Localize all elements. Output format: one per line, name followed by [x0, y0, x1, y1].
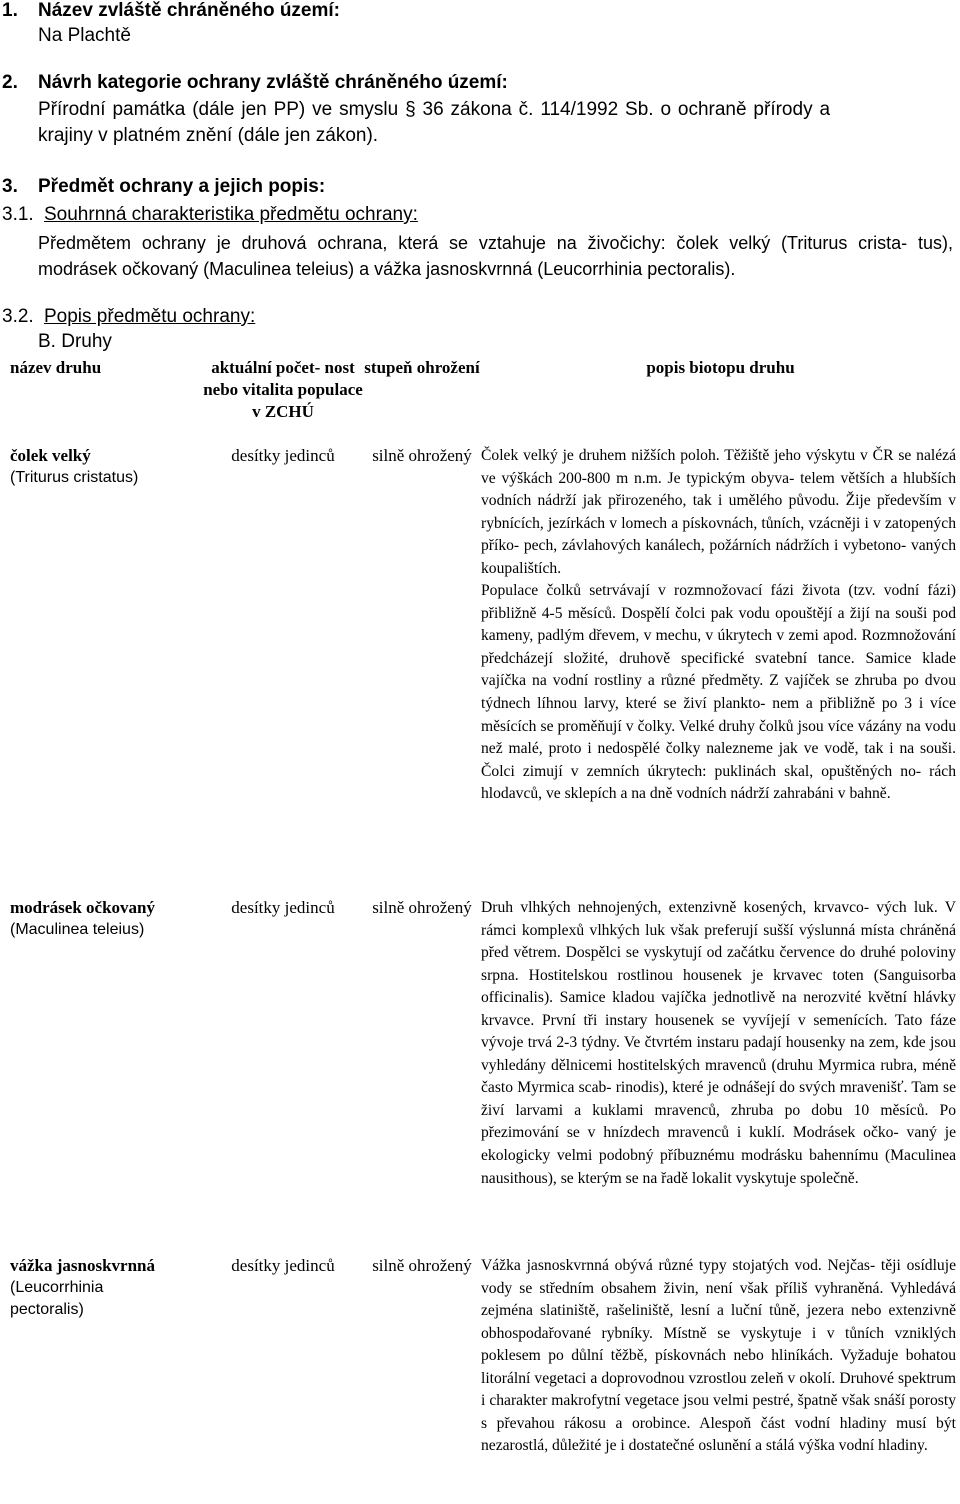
table-row	[0, 445, 960, 897]
header-threat-level: stupeň ohrožení	[364, 358, 480, 377]
species-latin-name: (Triturus cristatus)	[10, 469, 139, 486]
section-3-heading	[0, 175, 325, 199]
species-table	[0, 357, 960, 1458]
section-title: Souhrnná charakteristika předmětu ochrany:	[44, 204, 418, 225]
population-cell: desítky jedinců	[231, 898, 335, 917]
category-text-line-2: krajiny v platném znění (dále jen zákon).	[38, 125, 379, 146]
species-czech-name: modrásek očkovaný	[10, 898, 155, 917]
protection-subject-text: Předmětem ochrany je druhová ochrana, která se vztahuje na živočichy: čolek velký (Triturus crista- tus), modrásek očkovaný (Maculinea teleius) a vážka jasnoskvrnná (Leucorrhinia pectoralis).	[38, 233, 953, 279]
table-row	[0, 1255, 960, 1458]
population-cell: desítky jedinců	[231, 446, 335, 465]
threat-level-cell: silně ohrožený	[372, 1256, 472, 1275]
species-name-cell	[0, 1255, 203, 1458]
section-number: 3.2.	[2, 306, 34, 327]
section-title: Předmět ochrany a jejich popis:	[38, 176, 326, 197]
species-latin-name: (Maculinea teleius)	[10, 921, 145, 938]
section-3-1-heading	[0, 203, 418, 227]
header-population: aktuální počet- nost nebo vitalita populace v ZCHÚ	[203, 358, 363, 421]
threat-level-cell: silně ohrožený	[372, 898, 472, 917]
species-czech-name: vážka jasnoskvrnná	[10, 1256, 156, 1275]
header-species-name: název druhu	[10, 358, 102, 377]
category-text-line-1: Přírodní památka (dále jen PP) ve smyslu § 36 zákona č. 114/1992 Sb. o ochraně přírody a	[38, 99, 831, 120]
section-number: 3.	[2, 176, 18, 197]
header-biotope: popis biotopu druhu	[646, 358, 795, 377]
section-title: Popis předmětu ochrany:	[44, 306, 256, 327]
biotope-paragraph: Vážka jasnoskvrnná obývá různé typy stojatých vod. Nejčas- těji osídluje vody se středním obsahem živin, není však příliš vyhraněná. Vyhledává zejména slatiniště, rašeliniště, lesní a luční tůně, jezera nebo extenzivně obhospodařované rybníky. Místně se vyskytuje i v tůních vzniklých poklesem po důlní těžbě, pískovnách nebo hliníkách. Vyžaduje bohatou litorální vegetaci a doprovodnou vzrostlou zeleň v okolí. Druhové spektrum i charakter makrofytní vegetace jsou velmi pestré, špatně však snáší porosty s převahou rákosu a orobince. Alespoň část vodní hladiny musí být nezarostlá, důležité je i dostatečné oslunění a stálá výška vodní hladiny.	[481, 1257, 956, 1455]
species-name-cell	[0, 445, 203, 897]
biotope-description-cell	[481, 897, 960, 1255]
biotope-paragraph: Čolek velký je druhem nižších poloh. Těžiště jeho výskytu v ČR se nalézá ve výškách 200-800 m n.m. Je typickým obyva- telem větších a hlubších vodních nádrží jak přirozeného, tak i umělého původu. Žije především v rybnících, jezírkách v lomech a pískovnách, tůních, vzácněji i v zatopených příko- pech, závlahových kanálech, požárních nádržích i vybetono- vaných koupalištích.	[481, 447, 956, 577]
section-1-heading	[0, 0, 340, 23]
section-number: 2.	[2, 72, 18, 93]
table-header-row	[0, 357, 960, 445]
threat-level-cell: silně ohrožený	[372, 446, 472, 465]
section-title: Návrh kategorie ochrany zvláště chráněného území:	[38, 72, 508, 93]
biotope-paragraph: Populace čolků setrvávají v rozmnožovací fázi života (tzv. vodní fázi) přibližně 4-5 měsíců. Dospělí čolci pak vodu opouštějí a žijí na souši pod kameny, padlým dřevem, v mechu, v úkrytech v zemi apod. Rozmnožování předcházejí složité, druhově specifické svatební tance. Samice klade vajíčka na vodní rostliny a různé předměty. Z vajíček se zhruba po dvou týdnech líhnou larvy, které se živí plankto- nem a přibližně po 3 i více měsících se proměňují v čolky. Velké druhy čolků jsou více vázány na vodu než malé, proto i nedospělé čolky nalezneme jak ve vodě, tak i na souši. Čolci zimují v zemních úkrytech: puklinách skal, opuštěných no- rách hlodavců, ve sklepích a na dně vodních nádrží zahrabáni v bahně.	[481, 582, 956, 803]
species-czech-name: čolek velký	[10, 446, 91, 465]
species-name-cell	[0, 897, 203, 1255]
section-title: Název zvláště chráněného území:	[38, 0, 340, 21]
biotope-paragraph: Druh vlhkých nehnojených, extenzivně kosených, krvavco- vých luk. V rámci komplexů vlhkých luk však preferují sušší výslunná místa chráněná před větrem. Dospělci se vyskytují od začátku července do druhé poloviny srpna. Hostitelskou rostlinou housenek je krvavec toten (Sanguisorba officinalis). Samice kladou vajíčka jednotlivě na nerozvité květní hlávky krvavce. První tři instary housenek se vyvíjejí v semenících. Tato fáze vývoje trvá 2-3 týdny. Ve čtvrtém instaru padají housenky na zem, kde jsou vyhledány dělnicemi hostitelských mravenců (druhu Myrmica rubra, méně často Myrmica scab- rinodis), které je odnášejí do svých mravenišť. Tam se živí larvami a kuklami mravenců, zhruba po dobu 10 měsíců. Po přezimování se v hnízdech mravenců i kuklí. Modrásek očko- vaný je ekologicky velmi podobný příbuznému modrásku bahennímu (Maculinea nausithous), se kterým se na řadě lokalit vyskytuje společně.	[481, 899, 956, 1187]
section-number: 1.	[2, 0, 18, 21]
section-3-2-heading	[0, 305, 255, 329]
territory-name: Na Plachtě	[38, 25, 131, 46]
section-number: 3.1.	[2, 204, 34, 225]
section-2-heading	[0, 71, 508, 95]
species-latin-name: (Leucorrhinia pectoralis)	[10, 1279, 104, 1318]
biotope-description-cell	[481, 445, 960, 897]
population-cell: desítky jedinců	[231, 1256, 335, 1275]
species-subheading: B. Druhy	[38, 331, 112, 352]
table-row	[0, 897, 960, 1255]
biotope-description-cell	[481, 1255, 960, 1458]
